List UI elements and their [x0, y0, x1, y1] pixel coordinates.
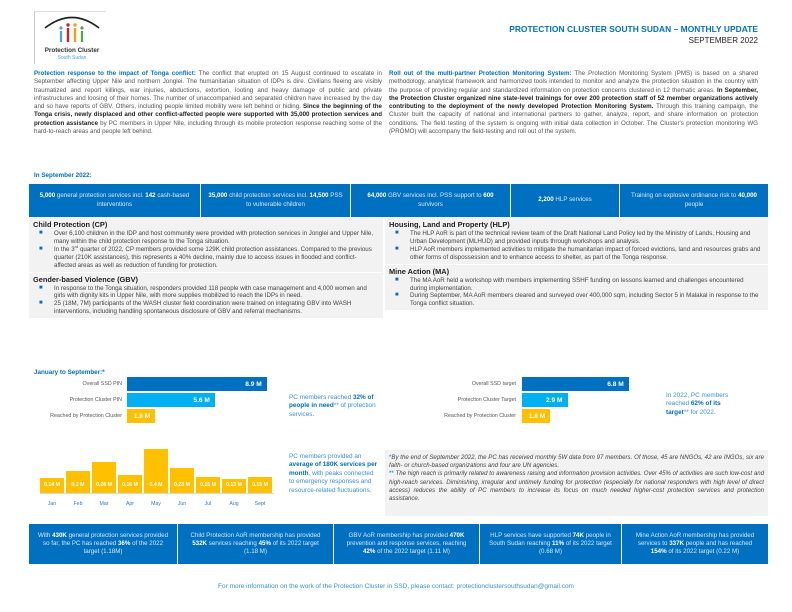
bullet-text: The MA AoR held a workshop with members implementing SSHF funding on lessons learned and challenges encountered during implementation.: [410, 276, 744, 292]
bar: [66, 471, 90, 493]
bar-value-label: 1.8 M: [133, 412, 151, 420]
bar-value-label: 0.13 M: [226, 481, 242, 488]
stat-general-protection: [29, 184, 201, 217]
september-section-label: In September 2022:: [34, 172, 92, 179]
stat-number: 36%: [117, 539, 131, 547]
aor-bullet-item: [389, 230, 762, 246]
stat-child-protection: [201, 184, 351, 217]
bullet-text: quarter of 2022, CP members provided some 129K child protection assistances. Compared to the previous quarter (210K assistances), this represents a 40% decline, mainly due to access issues in flooded and conflict-affected areas as well as reduction of funding for protection.: [54, 245, 372, 269]
aor-bullet-item: [33, 230, 377, 246]
bar: [222, 479, 246, 493]
stat-text: prevention and response services, reaching: [346, 539, 467, 547]
ytd-stat-mine-action: [622, 524, 768, 564]
stat-hlp: [511, 184, 620, 217]
bar-category-label: Protection Cluster Target: [457, 397, 516, 403]
contact-line[interactable]: For more information on the work of the Protection Cluster in SSD, please contact: protectionclustersouthsudan@gmail.com: [218, 583, 574, 590]
tonga-highlight: Since the beginning of the Tonga crisis, newly displaced and other conflict-affected people were supported with 35,000 protection services and protection assistance: [34, 103, 382, 127]
x-tick-label: Feb: [73, 501, 83, 507]
bar-category-label: Overall SSD PIN: [82, 381, 122, 387]
september-stats-row: [29, 184, 768, 217]
bar-value-label: 0.23 M: [174, 481, 190, 488]
stat-text: GBV services incl. PSS support to: [386, 192, 484, 199]
stat-number: 5,000: [39, 192, 56, 199]
ytd-stat-child-protection: [178, 524, 334, 564]
x-tick-label: Sept: [254, 501, 266, 507]
note-text: PC members reached: [289, 394, 353, 401]
bar-value-label: 8.9 M: [245, 380, 262, 388]
stat-number: 45%: [258, 539, 271, 547]
aor-title: Child Protection (CP): [33, 220, 108, 229]
bar-value-label: 0.15 M: [252, 482, 268, 488]
stat-text: HLP services: [553, 196, 592, 204]
bar-value-label: 0.16 M: [122, 481, 138, 488]
bullet-icon: ■: [39, 230, 43, 236]
stat-text: child protection services incl.: [227, 192, 310, 199]
pms-heading: Roll out of the multi-partner Protection Monitoring System:: [389, 70, 572, 77]
stat-text: of the 2022 target (1.18M): [83, 539, 164, 556]
stat-mine-action: [620, 184, 768, 217]
bar: [522, 377, 629, 391]
bar-value-label: 5.6 M: [193, 396, 210, 404]
bullet-text: In the 3: [54, 245, 75, 253]
bullet-icon: ■: [395, 292, 399, 299]
bullet-text: In response to the Tonga situation, responders provided 118 people with case management and 4,000 women and girls with dignity kits in Upper Nile, with more supplies mobilized to reach the IDPs in need.: [54, 284, 367, 300]
stat-number: 42%: [363, 548, 376, 556]
bullet-icon: ■: [39, 245, 43, 252]
bar-value-label: 6.8 M: [607, 380, 624, 388]
stat-text: With: [37, 531, 53, 539]
x-tick-label: Jan: [47, 501, 57, 507]
note-text: ** for 2022.: [683, 408, 716, 416]
aor-bullet-item: [33, 243, 377, 270]
bullet-icon: ■: [395, 276, 399, 283]
note-text: ** of protection services.: [289, 402, 376, 418]
stat-number: 142: [145, 192, 156, 199]
stat-text: survivors: [418, 200, 443, 208]
stat-text: of its 2022 target (0.68 M): [538, 539, 612, 556]
bullet-text: During September, MA AoR members cleared and surveyed over 400,000 sqm, including Sector 5 in Malakal in response to the Tonga conflict situation.: [410, 292, 759, 308]
aor-gbv: [29, 273, 383, 319]
protection-cluster-logo: [34, 11, 106, 64]
stat-number: 64,000: [367, 192, 387, 199]
stat-number: 35,000: [208, 192, 228, 199]
note-highlight: 62% of its target: [666, 400, 721, 416]
tonga-text: The conflict that erupted on 15 August continued to escalate in September affecting Upper Nile and northern Jonglei. The humanitarian situation of IDPs is dire. Civilians fleeing are visibly traumatized and report killings, war injuries, abductions, extortion, looting and heavy damage of public and private infrastructures and loosing of their homes. The number of unaccompanied and separated children have increased by the day and so have reports of GBV. Others, including people limited mobility were left behind or hiding.: [34, 70, 382, 110]
footnote-text: The high reach is primarily related to awareness raising and information provision activities. Over 45% of activities are such low-cost and high-reach services. Diminishing, irregular and untimely funding for protection (especially for national responders with high level of direct access) reduces the ability of PC members to increase its focus on much needed higher-cost protection services and protection assistance.: [389, 470, 764, 503]
aor-bullet-item: [33, 285, 377, 301]
stat-number: 154%: [650, 548, 667, 556]
year-to-date-stats-row: [29, 524, 768, 564]
bullet-text: HLP AoR members implemented activities to mitigate the humanitarian impact of forced evictions, land and resources grabs and other forms of dispossession and to enhance access to shelter, as part of the Tonga response.: [410, 245, 761, 261]
x-tick-label: Aug: [229, 501, 239, 507]
bar: [248, 477, 272, 494]
x-tick-label: Jun: [177, 501, 187, 507]
pms-tail: Through this training campaign, the Cluster built the capacity of national and international partners to gather, analyze, report, and share information on protection conditions. The field testing of the system is ongoing with initial data collection in October. The Cluster's protection monitoring WG (PROMO) will accompany the field-testing and roll out of the system.: [389, 103, 758, 135]
note-highlight: 32% of people in need: [289, 394, 374, 410]
bullet-text: The HLP AoR is part of the technical review team of the Draft National Land Policy led by the Ministry of Lands, Housing and Urban Development (MLHUD) and provided inputs through workshops and analysis.: [410, 230, 751, 245]
monthly-average-note: [289, 453, 379, 495]
bar-value-label: 0.28 M: [96, 481, 112, 488]
note-highlight: average of 180K services per month: [289, 461, 378, 477]
bar: [522, 409, 550, 423]
stat-text: of its 2022 target (1.18 M): [243, 539, 319, 556]
stat-number: 40,000: [738, 192, 757, 199]
pin-reach-note: [289, 394, 379, 419]
bullet-icon: ■: [39, 284, 43, 291]
aor-bullet-item: [389, 292, 762, 308]
stat-number: 430K: [52, 531, 67, 539]
stat-text: Training on explosive ordinance risk to: [630, 192, 739, 199]
bar: [118, 475, 142, 493]
bar: [92, 462, 116, 493]
stat-text: GBV AoR membership has provided: [348, 531, 450, 539]
bar-value-label: 0.14 M: [44, 481, 60, 488]
bar-category-label: Overall SSD target: [471, 381, 516, 387]
bar: [170, 468, 194, 493]
stat-number: 74K: [572, 531, 584, 539]
stat-number: 532K: [192, 539, 207, 547]
x-tick-label: Jul: [204, 501, 212, 507]
note-text: , with peaks connected to emergency responses and resource-related fluctuations.: [289, 469, 374, 494]
note-text: PC members provided an: [289, 453, 362, 460]
footnote-marker: *: [389, 454, 392, 461]
aor-child-protection: [29, 218, 383, 272]
stat-text: of the 2022 target (1.11 M): [375, 548, 450, 556]
chart-baseline: [40, 493, 274, 494]
ytd-stat-general-protection: [29, 524, 178, 564]
jan-sept-section-label: January to September:*: [34, 369, 105, 376]
stat-number: 11%: [552, 539, 565, 547]
stat-text: HLP services have supported: [490, 531, 573, 539]
aor-bullet-item: [389, 246, 762, 262]
aor-mine-action: [385, 265, 768, 311]
stat-text: of its 2022 target (0.22 M): [666, 548, 740, 556]
stat-text: services reaching: [207, 539, 259, 547]
footnote-marker: **: [389, 470, 394, 478]
stat-number: 470K: [449, 531, 465, 539]
bar: [144, 449, 168, 493]
bar-value-label: 0.15 M: [200, 482, 216, 488]
x-tick-label: May: [151, 501, 161, 507]
page-subtitle: SEPTEMBER 2022: [688, 36, 758, 45]
bullet-icon: ■: [395, 245, 399, 252]
bar-category-label: Protection Cluster PIN: [69, 397, 122, 403]
logo-figures-icon: [39, 13, 105, 47]
bar-value-label: 1.8 M: [528, 412, 546, 420]
stat-number: 14,500: [309, 192, 329, 199]
target-reach-note: [666, 392, 738, 417]
stat-text: general protection services provided so far, the PC has reached: [42, 531, 169, 547]
aor-title: Housing, Land and Property (HLP): [389, 220, 510, 229]
aor-column-left: [29, 218, 383, 318]
aor-title: Mine Action (MA): [389, 266, 450, 276]
tonga-tail: by PC members in Upper Nile, including through its mobile protection response reaching some of the hard-to-reach areas and people left behind.: [34, 119, 383, 135]
pms-rollout-paragraph: [389, 70, 758, 136]
stat-number: 2,200: [538, 196, 554, 204]
x-tick-label: Mar: [99, 501, 109, 507]
bar-value-label: 0.2 M: [71, 482, 85, 488]
page-title: PROTECTION CLUSTER SOUTH SUDAN – MONTHLY UPDATE: [509, 24, 758, 34]
tonga-response-paragraph: [34, 70, 382, 136]
bar-value-label: 0.4 M: [149, 482, 163, 488]
stat-text: Mine Action AoR membership has provided services to: [635, 531, 755, 547]
footnote-box: [385, 450, 768, 516]
bar: [522, 393, 568, 407]
bar-category-label: Reached by Protection Cluster: [50, 413, 122, 419]
tonga-heading: Protection response to the impact of Tonga conflict:: [34, 70, 196, 77]
pms-highlight: In September, the Protection Cluster organized nine state-level trainings for over 200 protection staff of 52 member organizations actively contributing to the deployment of the newly developed Protection Monitoring System.: [389, 86, 758, 110]
logo-title: Protection Cluster: [44, 47, 100, 54]
bar: [196, 477, 220, 494]
ytd-stat-hlp: [480, 524, 622, 564]
logo-subtitle: South Sudan: [57, 55, 87, 61]
x-tick-label: Apr: [125, 501, 135, 507]
aor-title: Gender-based Violence (GBV): [33, 274, 139, 284]
stat-number: 337K: [669, 539, 684, 547]
bar-category-label: Reached by Protection Cluster: [444, 413, 516, 419]
bullet-icon: ■: [395, 230, 399, 236]
stat-text: general protection services incl.: [55, 192, 146, 199]
stat-text: people and has reached: [683, 539, 753, 547]
stat-text: people in South Sudan reaching: [489, 531, 611, 547]
aor-bullet-item: [389, 277, 762, 293]
bar-value-label: 2.9 M: [546, 396, 563, 404]
bullet-text: 25 (18M, 7M) participants of the WASH cluster field coordination were trained on integrating GBV into WASH interventions, including handling spontaneous disclosure of GBV and referral mechanisms.: [54, 300, 352, 316]
bullet-text: Over 6,100 children in the IDP and host community were provided with protection services in Jonglei and Upper Nile, many within the child protection response to the Tonga situation.: [54, 230, 374, 245]
stat-text: people: [684, 200, 704, 208]
note-text: In 2022, PC members reached: [666, 392, 729, 408]
superscript: rd: [74, 243, 79, 249]
bar: [127, 377, 267, 391]
stat-number: 600: [483, 192, 494, 199]
bar: [127, 409, 155, 423]
bar: [127, 393, 215, 407]
aor-bullet-item: [33, 300, 377, 316]
bar: [40, 478, 64, 493]
aor-hlp: [385, 218, 768, 264]
aor-column-right: [385, 218, 768, 310]
bullet-icon: ■: [39, 300, 43, 307]
stat-text: Child Protection AoR membership has provided: [190, 531, 321, 539]
stat-text: PSS to vulnerable children: [246, 192, 343, 208]
ytd-stat-gbv: [334, 524, 480, 564]
stat-gbv: [351, 184, 511, 217]
stat-text: cash-based interventions: [96, 192, 190, 208]
footnote-text: By the end of September 2022, the PC has received monthly 5W data from 97 members. Of those, 45 are NNGOs, 42 are INGOs, six are faith- or church-based organizations and four are UN agencies.: [389, 454, 764, 470]
pms-text: The Protection Monitoring System (PMS) is based on a shared methodology, analytical framework and harmonized tools intended to monitor and analyze the protection situation in the country with the purpose of providing regular and standardized information on protection concerns clustered in 12 thematic areas.: [389, 70, 759, 94]
